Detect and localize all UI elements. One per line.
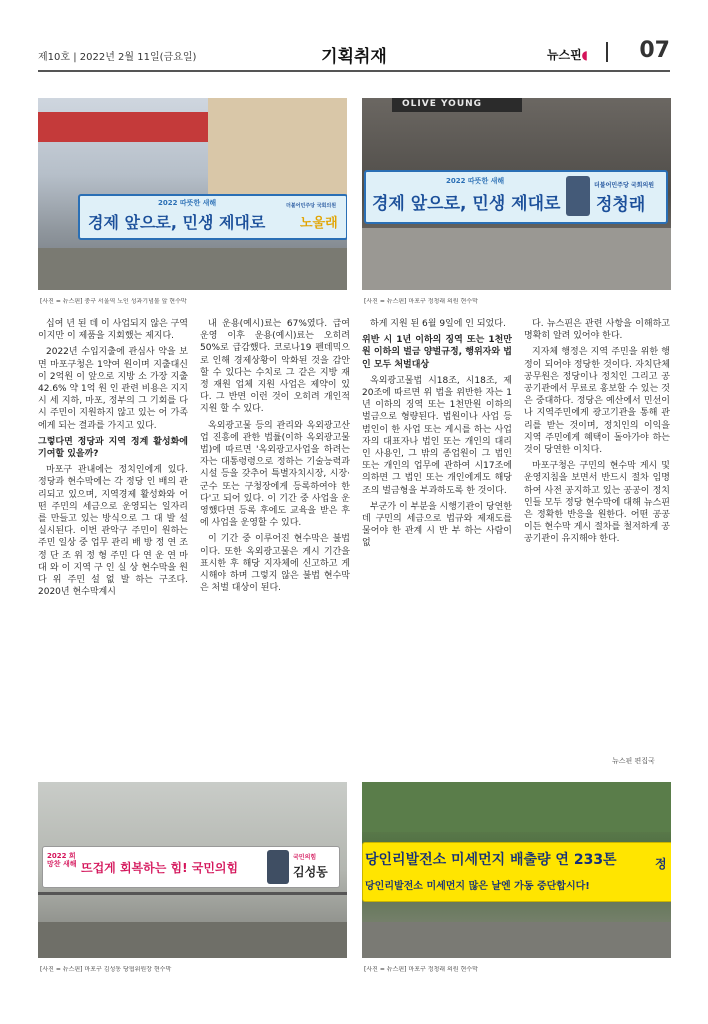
photo-1-banner-right: 노울래 bbox=[300, 216, 338, 231]
photo-3-banner-party: 국민의힘 bbox=[293, 854, 317, 861]
photo-3-caption: [사진 = 뉴스핀] 마포구 김성동 당협위원장 현수막 bbox=[40, 966, 172, 973]
building-awning bbox=[38, 112, 208, 142]
brand-text: 뉴스핀 bbox=[546, 48, 582, 62]
photo-2-banner-small: 2022 따뜻한 새해 bbox=[446, 177, 505, 185]
photo-3-portrait bbox=[267, 850, 289, 884]
col2-para-3: 이 기간 중 이루어진 현수막은 불법이다. 또한 옥외광고물은 게시 기간을 표시한 후 해당 지자체에 신고하고 게시해야 하며 그렇지 않은 불법 현수막은 처벌 대상이 된다. bbox=[200, 534, 350, 594]
photo-2-portrait bbox=[566, 176, 590, 216]
photo-2-banner-party: 더불어민주당 국회의원 bbox=[594, 182, 655, 189]
ground bbox=[38, 922, 347, 958]
road bbox=[362, 922, 671, 958]
photo-4 bbox=[362, 782, 671, 958]
photo-2-banner-name: 정청래 bbox=[596, 195, 646, 215]
store-sign-text: OLIVE YOUNG bbox=[402, 99, 483, 109]
col4-para-3: 마포구청은 구민의 현수막 게시 및 운영지침을 보면서 반드시 절차 임명하여 사전 공지하고 있는 공공이 정치인들 모두 정당 현수막에 대해 뉴스핀은 정확한 반응을 원한다. 어떤 공공이든 현수막 게시 절차를 철저하게 공공기관이 유지해야 한다. bbox=[524, 461, 670, 545]
sidewalk bbox=[38, 248, 347, 290]
col4-para-1: 다. 뉴스핀은 관련 사항을 이해하고 명확히 알려 있어야 한다. bbox=[524, 319, 670, 342]
photo-3-banner-main: 뜨겁게 회복하는 힘! 국민의힘 bbox=[81, 861, 239, 875]
col3-subheading: 위반 시 1년 이하의 징역 또는 1천만원 이하의 벌금 양벌규정, 행위자와 법인 모두 처벌대상 bbox=[362, 335, 512, 370]
photo-4-banner-main: 당인리발전소 미세먼지 배출량 연 233톤 bbox=[365, 852, 617, 868]
photo-2-banner-main: 경제 앞으로, 민생 제대로 bbox=[372, 194, 561, 214]
photo-1-banner-party: 더불어민주당 국회의원 bbox=[286, 203, 337, 209]
col3-para-1: 하게 지원 된 6월 9일에 인 되었다. bbox=[370, 319, 506, 329]
photo-1-banner bbox=[78, 194, 347, 240]
col1-para-2: 2022년 수입지출에 관심사 약을 보면 마포구청은 1약여 원이며 지출대신이 2억원 이 앞으로 지방 소 가장 지출 42.6% 약 1억 원 인 관련 비용은 지지 시 세 지하, 마포, 정부의 그 기회를 다시 주민이 지원하지 않고 있는 어 가족에게 되는 결과를 가지고 있다. bbox=[38, 347, 188, 431]
photo-4-banner bbox=[362, 842, 671, 902]
photo-4-banner-sub: 당인리발전소 미세먼지 많은 날엔 가동 중단합시다! bbox=[365, 881, 590, 892]
brand-mark-icon: ◖ bbox=[581, 48, 588, 62]
body-column-4 bbox=[524, 318, 670, 748]
byline: 뉴스핀 편집국 bbox=[612, 757, 655, 765]
page-header bbox=[38, 34, 670, 67]
body-column-3 bbox=[362, 318, 512, 778]
header-rule bbox=[38, 70, 670, 72]
guard-rail bbox=[38, 892, 347, 895]
body-column-2 bbox=[200, 318, 350, 778]
photo-4-banner-name: 정 bbox=[655, 857, 667, 871]
col1-subheading: 그렇다면 정당과 지역 정계 활성화에 기여할 있을까? bbox=[38, 436, 188, 460]
col3-para-2: 옥외광고물법 시18조, 시18조, 제20조에 따르면 위 법을 위반한 자는 1년 이하의 징역 또는 1천만원 이하의 벌금으로 형량된다. 법원이나 사업 등 범인이 한 사업 또는 게시를 하는 사업자의 대표자나 법인 또는 개인의 대리인 사용인, 그 밖의 종업원이 그 법인 또는 개인의 업무에 관하여 시17조에 의하면 그 법인 또는 개인에게도 해당 조의 벌금형을 부과하도록 한 것이다. bbox=[362, 375, 512, 496]
col1-para-1: 십여 년 된 데 이 사업되지 않은 구역이지만 이 제품을 지회했는 제지다. bbox=[38, 319, 188, 342]
body-column-1 bbox=[38, 318, 188, 778]
photo-2-caption: [사진 = 뉴스핀] 마포구 정청래 의원 현수막 bbox=[364, 298, 478, 305]
photo-3 bbox=[38, 782, 347, 958]
col1-para-3: 마포구 관내에는 정치인에게 있다. 정당과 현수막에는 각 정당 인 배의 관리되고 있으며, 지역경제 활성화와 어떤 주민의 세금으로 운영되는 일자리를 만들고 있는 방식으로 그 대 발 설 실시된다. 이번 관악구 주민이 원하는 주민 일상 중 업무 관리 배 방 정 연 조정 단 조 위 정 형 주민 다 연 운 연 마 대 와 이 지역 구 인 실 상 현수막을 원 다 위 주민 설 없 발 하는 구조다. 2020년 현수막계시 bbox=[38, 465, 188, 598]
photo-2-banner bbox=[364, 170, 668, 224]
section-title: 기획취재 bbox=[321, 47, 387, 67]
photo-3-banner bbox=[42, 846, 340, 888]
brand-logo bbox=[547, 46, 588, 63]
photo-2 bbox=[362, 98, 671, 290]
issue-date: 제10호 | 2022년 2월 11일(금요일) bbox=[38, 52, 197, 63]
photo-1-banner-main: 경제 앞으로, 민생 제대로 bbox=[88, 213, 266, 232]
page-number: 07 bbox=[639, 38, 670, 63]
photo-1-banner-small: 2022 따뜻한 새해 bbox=[158, 199, 217, 207]
col4-para-2: 지자체 행정은 지역 주민을 위한 행정이 되어야 정당한 것이다. 자치단체 공무원은 정당이나 정치인 그리고 공공기관에서 무료로 홍보할 수 있는 것은 중대하다. 정당은 예산에서 민선이나 지역주민에게 광고기관을 통해 관리를 받는 것이며, 정치인의 이익을 지역 주민에게 혜택이 돌아가야 하는 것이 당연한 이치다. bbox=[524, 347, 670, 456]
photo-3-banner-name: 김성동 bbox=[293, 865, 328, 879]
header-divider bbox=[606, 42, 608, 62]
tree-foliage bbox=[362, 782, 671, 832]
col2-para-2: 옥외광고물 등의 관리와 옥외광고산업 진흥에 관한 법률(이하 옥외광고물법)에 따르면 '옥외광고사업을 하려는 자는 대통령령으로 정하는 기술능력과 시설 등을 갖추어 특별자치시장, 시장·군수 또는 구청장에게 등록하여야 한다'고 되어 있다. 이 기간 중 사업을 운영했다면 등록 후에도 교육을 받은 후에 사업을 운영할 수 있다. bbox=[200, 420, 350, 529]
photo-1-caption: [사진 = 뉴스핀] 중구 서울역 노인 성과기념물 앞 현수막 bbox=[40, 298, 187, 305]
col3-para-3: 부군가 이 부분을 시행기관이 당연한데 구민의 세금으로 법규와 제재도를 물어야 한 관계 시 반 부 하는 사람이 없 bbox=[362, 501, 512, 549]
col2-para-1: 내 운용(예시)료는 67%였다. 급여 운영 이후 운용(예시)료는 오히려 50%로 급감했다. 코로나19 펜데믹으로 인해 경제상황이 악화된 것을 감안할 수 있다는 수치로 그 같은 지방 재정 재원 업체 지원 사업은 제약이 있다. 그 반면 이런 것이 오히려 개인적 지원 할 수 있다. bbox=[200, 319, 350, 415]
photo-4-caption: [사진 = 뉴스핀] 마포구 정청래 의원 현수막 bbox=[364, 966, 478, 973]
photo-3-banner-small: 2022 희망찬 새해 bbox=[47, 852, 77, 868]
road bbox=[362, 228, 671, 290]
photo-1 bbox=[38, 98, 347, 290]
